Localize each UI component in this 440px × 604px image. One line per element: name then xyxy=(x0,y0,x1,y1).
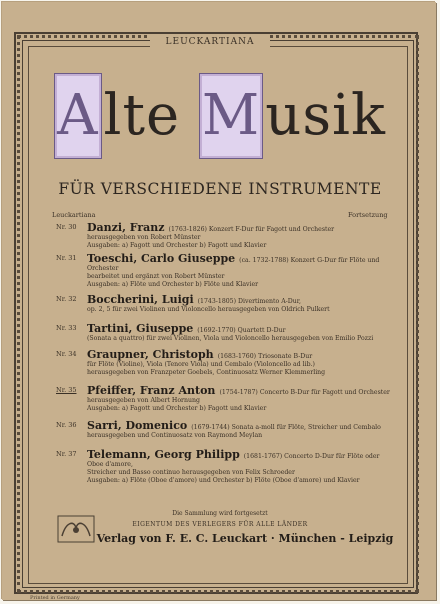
work-detail: (Sonata a quattro) für zwei Violinen, Viola und Violoncello herausgegeben von Emilio Pozzi xyxy=(87,335,374,342)
footer-rights: EIGENTUM DES VERLEGERS FÜR ALLE LÄNDER xyxy=(132,521,308,528)
work-detail: für Flöte (Violine), Viola (Tenore Viola) und Cembalo (Violoncello ad lib.) xyxy=(87,361,315,368)
work-detail: Ausgaben: a) Flöte und Orchester b) Flöte und Klavier xyxy=(87,281,259,288)
work-title: (1692-1770) Quartett D-Dur xyxy=(197,327,286,334)
title-part-2: usik xyxy=(265,83,386,148)
work-detail: Ausgaben: a) Fagott und Orchester b) Fagott und Klavier xyxy=(87,242,267,249)
composer-name: Boccherini, Luigi xyxy=(87,293,194,306)
composer-name: Danzi, Franz xyxy=(87,221,165,234)
decorated-initial-m: M xyxy=(199,73,263,159)
composer-name: Graupner, Christoph xyxy=(87,348,214,361)
work-number: Nr. 35 xyxy=(56,386,77,394)
composer-name: Toeschi, Carlo Giuseppe xyxy=(87,252,236,265)
column-label-left: Leuckartiana xyxy=(52,211,96,219)
work-number: Nr. 37 xyxy=(56,450,77,458)
work-detail: Ausgaben: a) Fagott und Orchester b) Fagott und Klavier xyxy=(87,405,267,412)
work-title: (1683-1760) Triosonate B-Dur xyxy=(217,353,313,360)
publisher-line: Verlag von F. E. C. Leuckart · München - Leipzig xyxy=(96,532,394,545)
work-title: (1754-1787) Concerto B-Dur für Fagott und Orchester xyxy=(219,389,390,396)
work-title: (1743-1805) Divertimento A-Dur, xyxy=(197,298,301,305)
work-number: Nr. 32 xyxy=(56,295,77,303)
work-title: (1681-1767) Concerto D-Dur für Flöte oder Oboe d'amore, xyxy=(87,453,380,468)
subtitle: FÜR VERSCHIEDENE INSTRUMENTE xyxy=(58,180,382,198)
title-part-1: lte xyxy=(103,83,199,148)
decorated-initial-a: A xyxy=(54,73,101,159)
work-number: Nr. 36 xyxy=(56,421,77,429)
composer-name: Tartini, Giuseppe xyxy=(87,322,194,335)
footer-note: Die Sammlung wird fortgesetzt xyxy=(172,510,268,517)
work-detail: Ausgaben: a) Flöte (Oboe d'amore) und Orchester b) Flöte (Oboe d'amore) und Klavier xyxy=(87,477,360,484)
composer-name: Pfeiffer, Franz Anton xyxy=(87,384,216,397)
printed-in: Printed in Germany xyxy=(30,595,80,601)
work-title: (ca. 1732-1788) Konzert G-Dur für Flöte und Orchester xyxy=(87,257,380,272)
composer-name: Sarri, Domenico xyxy=(87,419,188,432)
title xyxy=(40,74,400,158)
work-number: Nr. 31 xyxy=(56,254,77,262)
work-detail: herausgegeben von Albert Hornung xyxy=(87,397,200,404)
work-detail: op. 2, 5 für zwei Violinen und Violoncello herausgegeben von Oldrich Pulkert xyxy=(87,306,330,313)
work-number: Nr. 33 xyxy=(56,324,77,332)
work-title: (1763-1826) Konzert F-Dur für Fagott und Orchester xyxy=(168,226,335,233)
work-detail: herausgegeben und Continuosatz von Raymond Meylan xyxy=(87,432,263,439)
composer-name: Telemann, Georg Philipp xyxy=(87,448,240,461)
work-number: Nr. 30 xyxy=(56,223,77,231)
work-detail: herausgegeben von Robert Münster xyxy=(87,234,201,241)
work-detail: herausgegeben von Franzpeter Goebels, Continuosatz Werner Klemmerling xyxy=(87,369,326,376)
work-title: (1679-1744) Sonata a-moll für Flöte, Streicher und Cembalo xyxy=(191,424,381,431)
series-label: LEUCKARTIANA xyxy=(150,34,270,50)
work-detail: bearbeitet und ergänzt von Robert Münster xyxy=(87,273,225,280)
work-detail: Streicher und Basso continuo herausgegeben von Felix Schroeder xyxy=(87,469,295,476)
work-number: Nr. 34 xyxy=(56,350,77,358)
column-label-right: Fortsetzung xyxy=(348,211,388,219)
